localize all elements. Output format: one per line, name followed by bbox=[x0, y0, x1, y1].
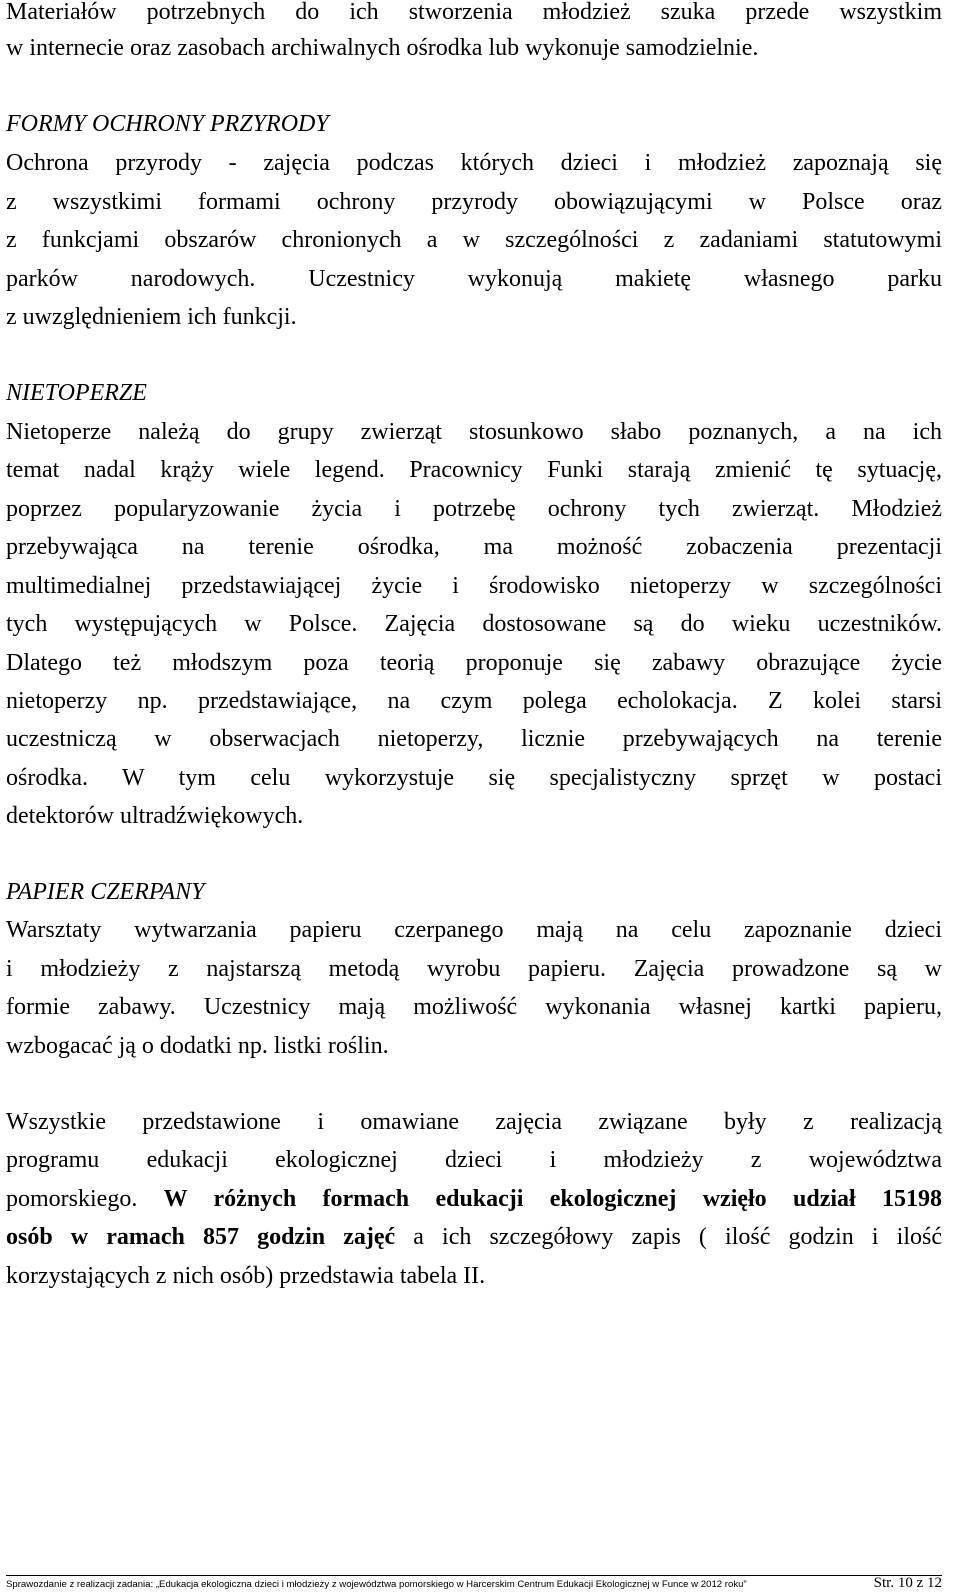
nietoperze-line-6: tych występujących w Polsce. Zajęcia dostosowane są do wieku uczestników. bbox=[6, 611, 942, 637]
formy-line-4: parków narodowych. Uczestnicy wykonują makietę własnego parku bbox=[6, 266, 942, 292]
section-heading-nietoperze: NIETOPERZE bbox=[6, 380, 147, 406]
nietoperze-line-11: detektorów ultradźwiękowych. bbox=[6, 803, 304, 829]
formy-line-2: z wszystkimi formami ochrony przyrody obowiązującymi w Polsce oraz bbox=[6, 189, 942, 215]
nietoperze-line-10: ośrodka. W tym celu wykorzystuje się specjalistyczny sprzęt w postaci bbox=[6, 765, 942, 791]
nietoperze-line-7: Dlatego też młodszym poza teorią proponuje się zabawy obrazujące życie bbox=[6, 650, 942, 676]
nietoperze-line-2: temat nadal krąży wiele legend. Pracownicy Funki starają zmienić tę sytuację, bbox=[6, 457, 942, 483]
summary-line-3-bold: W różnych formach edukacji ekologicznej wzięło udział 15198 bbox=[163, 1186, 942, 1212]
papier-line-2: i młodzieży z najstarszą metodą wyrobu papieru. Zajęcia prowadzone są w bbox=[6, 956, 942, 982]
page-footer bbox=[6, 1575, 942, 1591]
papier-line-1: Warsztaty wytwarzania papieru czerpanego mają na celu zapoznanie dzieci bbox=[6, 917, 942, 943]
nietoperze-line-5: multimedialnej przedstawiającej życie i środowisko nietoperzy w szczególności bbox=[6, 573, 942, 599]
formy-line-5: z uwzględnieniem ich funkcji. bbox=[6, 304, 297, 330]
summary-line-3 bbox=[6, 1181, 942, 1217]
section-heading-papier: PAPIER CZERPANY bbox=[6, 879, 205, 905]
footer-report-title: Sprawozdanie z realizacji zadania: „Edukacja ekologiczna dzieci i młodzieży z województwa pomorskiego w Harcerskim Centrum Edukacji Ekologicznej w Funce w 2012 roku” bbox=[6, 1579, 747, 1590]
nietoperze-line-4: przebywająca na terenie ośrodka, ma możność zobaczenia prezentacji bbox=[6, 534, 942, 560]
nietoperze-line-3: poprzez popularyzowanie życia i potrzebę ochrony tych zwierząt. Młodzież bbox=[6, 496, 942, 522]
nietoperze-line-9: uczestniczą w obserwacjach nietoperzy, licznie przebywających na terenie bbox=[6, 726, 942, 752]
papier-line-4: wzbogacać ją o dodatki np. listki roślin. bbox=[6, 1033, 389, 1059]
section-heading-formy: FORMY OCHRONY PRZYRODY bbox=[6, 111, 329, 137]
summary-line-4 bbox=[6, 1219, 942, 1255]
nietoperze-line-1: Nietoperze należą do grupy zwierząt stosunkowo słabo poznanych, a na ich bbox=[6, 419, 942, 445]
papier-line-3: formie zabawy. Uczestnicy mają możliwość wykonania własnej kartki papieru, bbox=[6, 994, 942, 1020]
formy-line-1: Ochrona przyrody - zajęcia podczas których dzieci i młodzież zapoznają się bbox=[6, 150, 942, 176]
summary-line-3-text: pomorskiego. bbox=[6, 1186, 164, 1212]
intro-line-1: Materiałów potrzebnych do ich stworzenia młodzież szuka przede wszystkim bbox=[6, 0, 942, 25]
intro-line-2: w internecie oraz zasobach archiwalnych ośrodka lub wykonuje samodzielnie. bbox=[6, 35, 759, 61]
summary-line-5: korzystających z nich osób) przedstawia tabela II. bbox=[6, 1263, 486, 1289]
nietoperze-line-8: nietoperzy np. przedstawiające, na czym polega echolokacja. Z kolei starsi bbox=[6, 688, 942, 714]
footer-page-number: Str. 10 z 12 bbox=[873, 1575, 942, 1591]
formy-line-3: z funkcjami obszarów chronionych a w szczególności z zadaniami statutowymi bbox=[6, 227, 942, 253]
summary-line-1: Wszystkie przedstawione i omawiane zajęcia związane były z realizacją bbox=[6, 1109, 942, 1135]
summary-line-4-bold: osób w ramach 857 godzin zajęć bbox=[6, 1224, 396, 1250]
summary-line-4-text: a ich szczegółowy zapis ( ilość godzin i ilość bbox=[395, 1224, 942, 1250]
summary-line-2: programu edukacji ekologicznej dzieci i młodzieży z województwa bbox=[6, 1147, 942, 1173]
